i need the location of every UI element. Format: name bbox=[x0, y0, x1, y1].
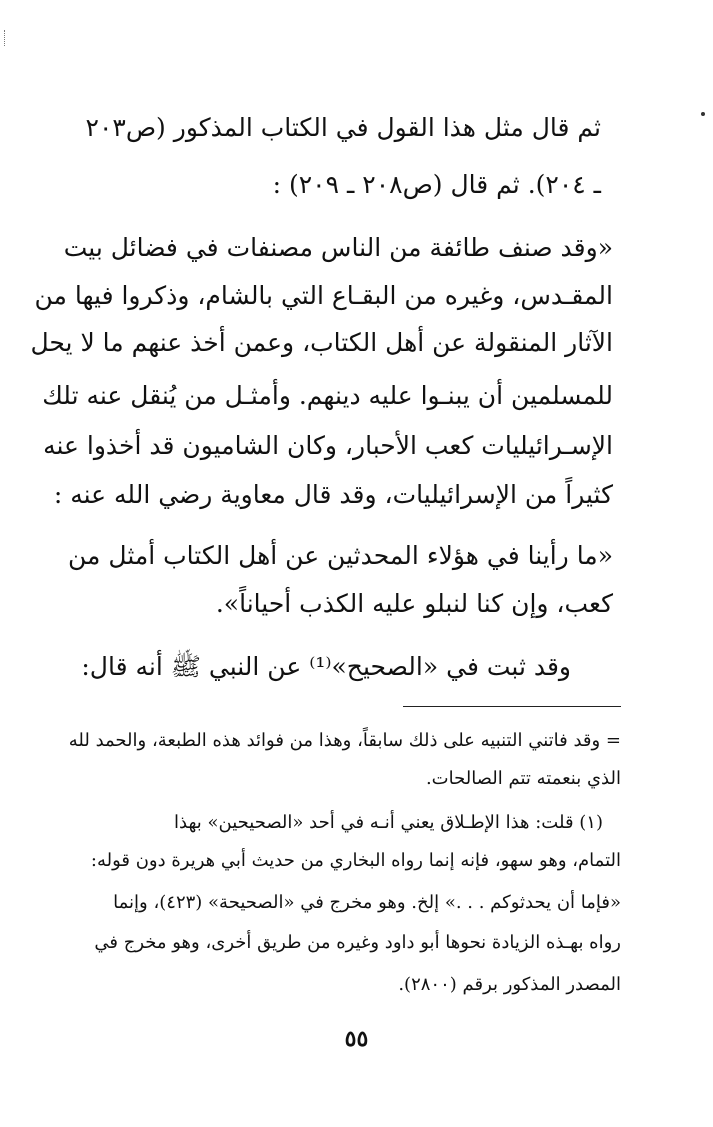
main-text-line: المقـدس، وغيره من البقـاع التي بالشام، وذكروا فيها من bbox=[34, 281, 613, 310]
footnote-divider bbox=[403, 706, 621, 707]
footnote-line: رواه بهـذه الزيادة نحوها أبو داود وغيره من طريق أخرى، وهو مخرج في bbox=[94, 932, 621, 953]
main-text-line: للمسلمين أن يبنـوا عليه دينهم. وأمثـل من يُنقل عنه تلك bbox=[42, 381, 613, 410]
main-text-line: «وقد صنف طائفة من الناس مصنفات في فضائل بيت bbox=[63, 233, 613, 262]
main-text-line: ـ ٢٠٤). ثم قال (ص٢٠٨ ـ ٢٠٩) : bbox=[272, 170, 601, 199]
footnote-line: التمام، وهو سهو، فإنه إنما رواه البخاري من حديث أبي هريرة دون قوله: bbox=[90, 850, 621, 871]
main-text-line: «ما رأينا في هؤلاء المحدثين عن أهل الكتاب أمثل من bbox=[68, 541, 613, 570]
footnote-line: «فإما أن يحدثوكم . . .» إلخ. وهو مخرج في «الصحيحة» (٤٢٣)، وإنما bbox=[113, 892, 621, 913]
page-number: ٥٥ bbox=[344, 1026, 369, 1052]
main-text-line: كعب، وإن كنا لنبلو عليه الكذب أحياناً». bbox=[215, 589, 613, 618]
footnote-line: (١) قلت: هذا الإطـلاق يعني أنـه في أحد «الصحيحين» بهذا bbox=[174, 812, 603, 833]
main-text-line: الإسـرائيليات كعب الأحبار، وكان الشاميون قد أخذوا عنه bbox=[43, 431, 613, 460]
footnote-line: = وقد فاتني التنبيه على ذلك سابقاً، وهذا من فوائد هذه الطبعة، والحمد لله bbox=[68, 730, 621, 751]
main-text-line: كثيراً من الإسرائيليات، وقد قال معاوية رضي الله عنه : bbox=[53, 480, 613, 509]
main-text-line: الآثار المنقولة عن أهل الكتاب، وعمن أخذ عنهم ما لا يحل bbox=[30, 328, 613, 357]
main-text-line: ثم قال مثل هذا القول في الكتاب المذكور (ص٢٠٣ bbox=[85, 113, 601, 142]
footnote-line: الذي بنعمته تتم الصالحات. bbox=[425, 768, 621, 789]
footnote-line: المصدر المذكور برقم (٢٨٠٠). bbox=[398, 974, 621, 995]
page-edge-mark bbox=[4, 30, 7, 46]
main-text-line: وقد ثبت في «الصحيح»⁽¹⁾ عن النبي ﷺ أنه قال: bbox=[81, 652, 571, 681]
